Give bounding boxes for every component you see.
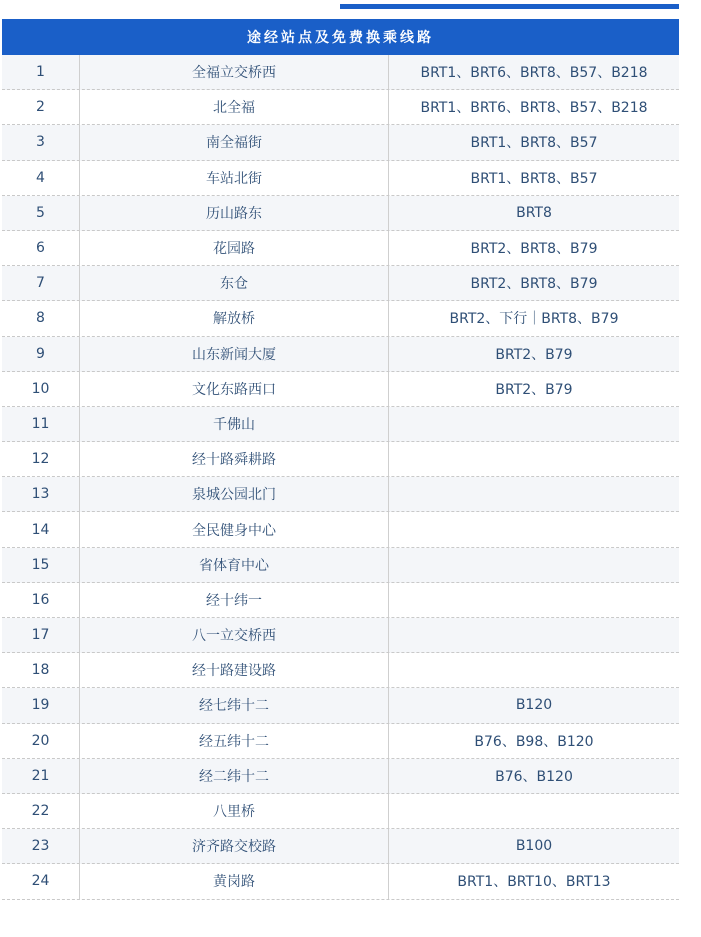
row-number: 1 (36, 64, 45, 81)
station-name: 车站北街 (79, 161, 388, 195)
row-number: 15 (31, 556, 50, 573)
stations-table (2, 19, 679, 900)
table-row (2, 337, 679, 372)
table-row (2, 161, 679, 196)
transfer-lines: BRT2、BRT8、B79 (388, 231, 679, 265)
table-row (2, 759, 679, 794)
table-row (2, 407, 679, 442)
row-number: 3 (36, 134, 45, 151)
row-number: 11 (31, 415, 50, 432)
station-name: 经二纬十二 (79, 759, 388, 793)
table-row (2, 829, 679, 864)
table-row (2, 583, 679, 618)
row-number: 18 (31, 662, 50, 679)
row-number: 21 (31, 767, 50, 784)
station-name: 经十路舜耕路 (79, 442, 388, 476)
row-number: 12 (31, 451, 50, 468)
transfer-lines: BRT8 (388, 196, 679, 230)
transfer-lines: BRT2、BRT8、B79 (388, 266, 679, 300)
transfer-lines (388, 442, 679, 476)
row-number: 19 (31, 697, 50, 714)
row-number: 7 (36, 275, 45, 292)
table-row (2, 864, 679, 899)
station-name: 东仓 (79, 266, 388, 300)
table-row (2, 301, 679, 336)
transfer-lines: B100 (388, 829, 679, 863)
row-number: 16 (31, 591, 50, 608)
table-row (2, 125, 679, 160)
transfer-lines: BRT1、BRT8、B57 (388, 125, 679, 159)
station-name: 历山路东 (79, 196, 388, 230)
transfer-lines: BRT1、BRT10、BRT13 (388, 864, 679, 898)
table-row (2, 90, 679, 125)
row-number: 23 (31, 838, 50, 855)
station-name: 解放桥 (79, 301, 388, 335)
transfer-lines: BRT1、BRT6、BRT8、B57、B218 (388, 55, 679, 89)
transfer-lines (388, 653, 679, 687)
station-name: 省体育中心 (79, 548, 388, 582)
station-name: 千佛山 (79, 407, 388, 441)
table-row (2, 266, 679, 301)
station-name: 全民健身中心 (79, 512, 388, 546)
transfer-lines: BRT1、BRT6、BRT8、B57、B218 (388, 90, 679, 124)
row-number: 4 (36, 169, 45, 186)
table-title: 途经站点及免费换乘线路 (247, 30, 434, 46)
transfer-lines: BRT2、B79 (388, 337, 679, 371)
row-number: 13 (31, 486, 50, 503)
transfer-lines: B120 (388, 688, 679, 722)
row-number: 2 (36, 99, 45, 116)
transfer-lines: B76、B120 (388, 759, 679, 793)
transfer-lines (388, 548, 679, 582)
row-number: 17 (31, 627, 50, 644)
row-number: 6 (36, 240, 45, 257)
table-row (2, 724, 679, 759)
table-row (2, 618, 679, 653)
transfer-lines (388, 583, 679, 617)
transfer-lines: BRT2、下行｜BRT8、B79 (388, 301, 679, 335)
table-row (2, 688, 679, 723)
top-accent-bar (340, 4, 679, 9)
station-name: 黄岗路 (79, 864, 388, 898)
table-row (2, 653, 679, 688)
row-number: 20 (31, 732, 50, 749)
station-name: 泉城公园北门 (79, 477, 388, 511)
table-row (2, 794, 679, 829)
station-name: 八里桥 (79, 794, 388, 828)
station-name: 南全福街 (79, 125, 388, 159)
transfer-lines (388, 407, 679, 441)
station-name: 全福立交桥西 (79, 55, 388, 89)
table-row (2, 442, 679, 477)
transfer-lines: BRT1、BRT8、B57 (388, 161, 679, 195)
station-name: 北全福 (79, 90, 388, 124)
transfer-lines (388, 618, 679, 652)
transfer-lines (388, 477, 679, 511)
table-row (2, 512, 679, 547)
table-row (2, 548, 679, 583)
row-number: 24 (31, 873, 50, 890)
station-name: 经五纬十二 (79, 724, 388, 758)
transfer-lines: B76、B98、B120 (388, 724, 679, 758)
table-row (2, 372, 679, 407)
row-number: 10 (31, 380, 50, 397)
transfer-lines: BRT2、B79 (388, 372, 679, 406)
table-row (2, 231, 679, 266)
station-name: 山东新闻大厦 (79, 337, 388, 371)
transfer-lines (388, 512, 679, 546)
table-row (2, 55, 679, 90)
station-name: 文化东路西口 (79, 372, 388, 406)
station-name: 花园路 (79, 231, 388, 265)
row-number: 9 (36, 345, 45, 362)
row-number: 5 (36, 204, 45, 221)
station-name: 经十路建设路 (79, 653, 388, 687)
transfer-lines (388, 794, 679, 828)
station-name: 济齐路交校路 (79, 829, 388, 863)
station-name: 经十纬一 (79, 583, 388, 617)
table-row (2, 196, 679, 231)
table-row (2, 477, 679, 512)
row-number: 22 (31, 803, 50, 820)
row-number: 14 (31, 521, 50, 538)
row-number: 8 (36, 310, 45, 327)
table-body (2, 55, 679, 900)
station-name: 经七纬十二 (79, 688, 388, 722)
station-name: 八一立交桥西 (79, 618, 388, 652)
table-header (2, 19, 679, 55)
